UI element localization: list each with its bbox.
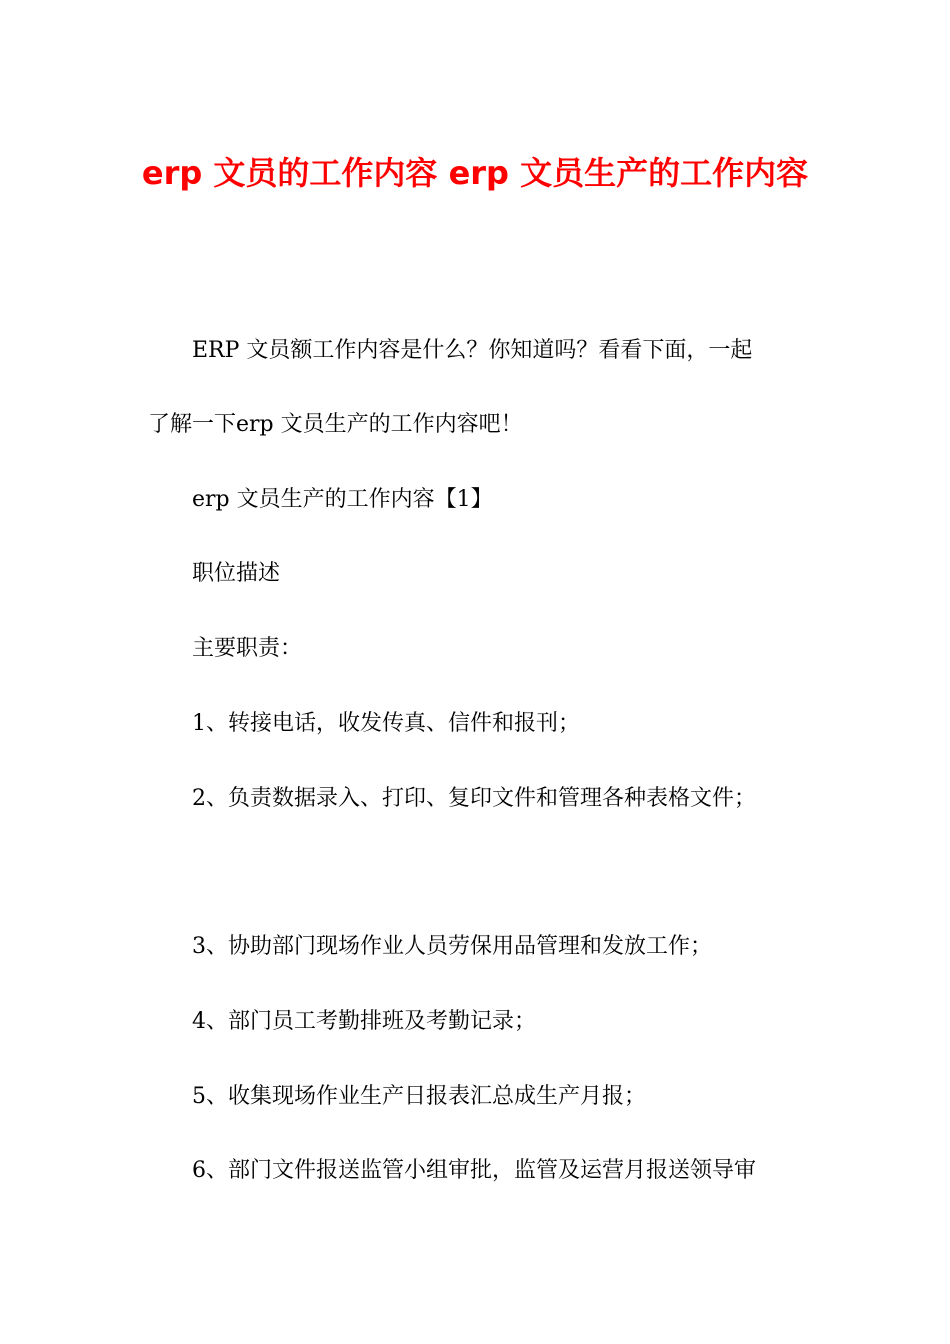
duty-item-2: 2、负责数据录入、打印、复印文件和管理各种表格文件； bbox=[192, 786, 756, 811]
duty-item-3: 3、协助部门现场作业人员劳保用品管理和发放工作； bbox=[192, 934, 712, 959]
main-duties-label: 主要职责： bbox=[192, 636, 303, 661]
duty-item-1: 1、转接电话，收发传真、信件和报刊； bbox=[192, 711, 580, 736]
page-title: erp 文员的工作内容 erp 文员生产的工作内容 bbox=[141, 154, 809, 192]
intro-line-1: ERP 文员额工作内容是什么？你知道吗？看看下面，一起 bbox=[192, 338, 753, 363]
duty-item-6: 6、部门文件报送监管小组审批，监管及运营月报送领导审 bbox=[192, 1158, 756, 1183]
section-heading: erp 文员生产的工作内容【1】 bbox=[192, 487, 493, 512]
job-description-label: 职位描述 bbox=[192, 561, 281, 586]
intro-line-2: 了解一下erp 文员生产的工作内容吧！ bbox=[148, 412, 523, 437]
duty-item-5: 5、收集现场作业生产日报表汇总成生产月报； bbox=[192, 1084, 646, 1109]
duty-item-4: 4、部门员工考勤排班及考勤记录； bbox=[192, 1009, 536, 1034]
